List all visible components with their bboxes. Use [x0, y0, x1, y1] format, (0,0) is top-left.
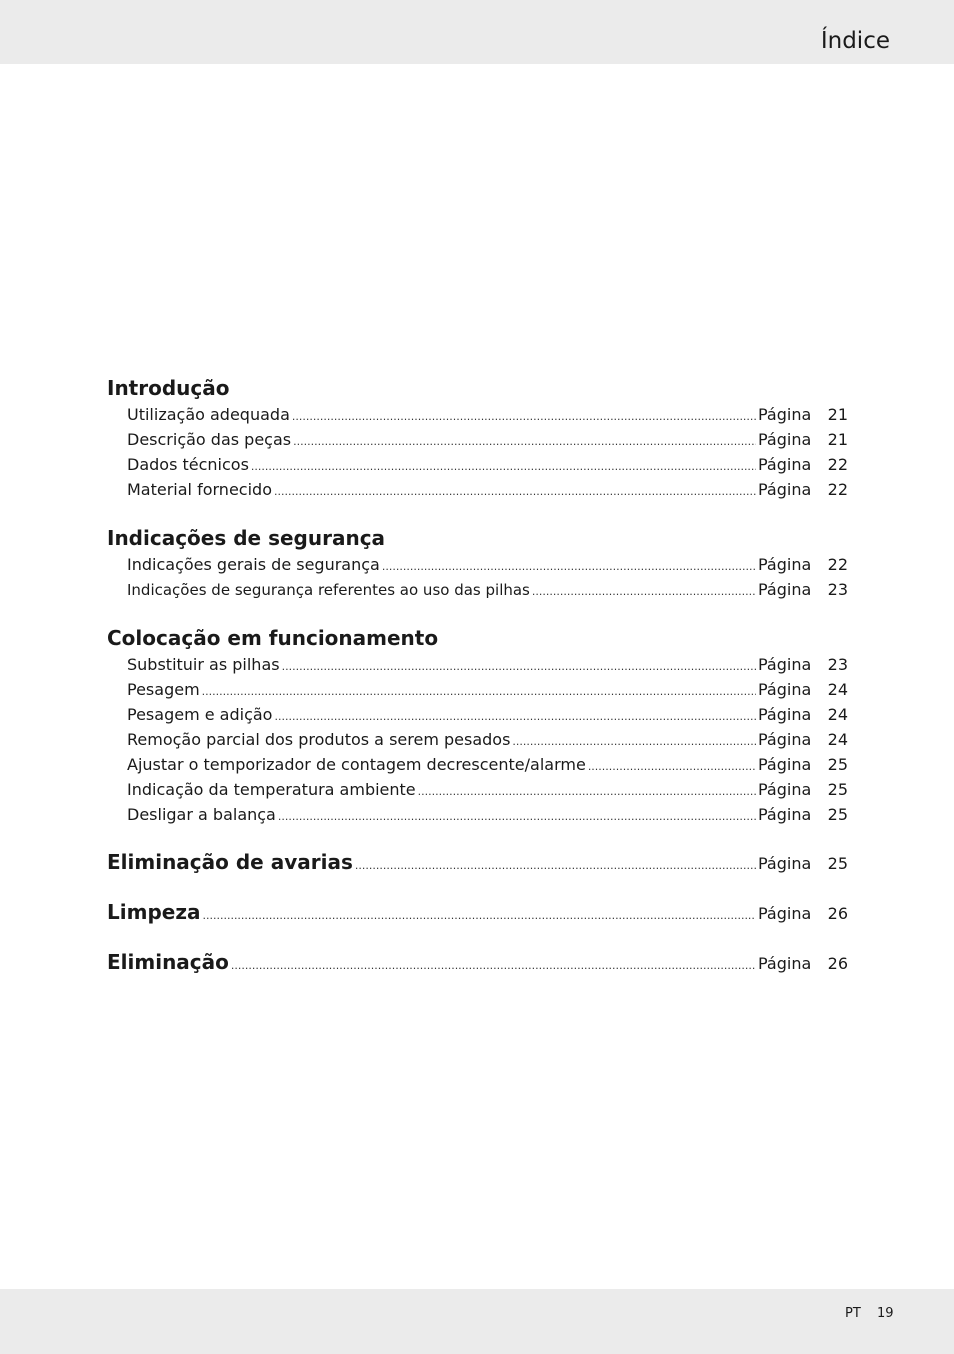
page-number: 24 — [827, 730, 848, 749]
dot-leader — [278, 804, 756, 829]
page-number: 21 — [827, 430, 848, 449]
toc-major-entry-limpeza[interactable] — [107, 897, 848, 927]
dot-leader — [274, 704, 756, 729]
page-number: 22 — [827, 480, 848, 499]
toc-entry-label: Indicações gerais de segurança — [127, 555, 380, 574]
dot-leader — [293, 429, 756, 454]
toc-major-label: Limpeza — [107, 900, 201, 924]
toc-entry-label: Pesagem — [127, 680, 200, 699]
page-word: Página — [758, 954, 812, 973]
page-number: 26 — [827, 904, 848, 923]
footer-page-number: 19 — [877, 1306, 894, 1321]
toc-entry[interactable] — [107, 427, 848, 452]
page-word: Página — [758, 555, 812, 574]
toc-major-label: Eliminação — [107, 950, 229, 974]
page-number: 26 — [827, 954, 848, 973]
dot-leader — [382, 554, 756, 579]
page-number: 22 — [827, 455, 848, 474]
toc-entry-label: Descrição das peças — [127, 430, 292, 449]
page-number: 25 — [827, 854, 848, 873]
toc-major-label: Eliminação de avarias — [107, 850, 353, 874]
toc-entry[interactable] — [107, 402, 848, 427]
page-word: Página — [758, 430, 812, 449]
dot-leader — [588, 754, 756, 779]
dot-leader — [532, 579, 756, 604]
footer-language-code: PT — [845, 1306, 861, 1321]
toc-major-entry-avarias[interactable] — [107, 847, 848, 877]
section-gap — [107, 502, 848, 525]
section-gap — [107, 827, 848, 847]
dot-leader — [418, 779, 756, 804]
page-title: Índice — [820, 28, 890, 54]
page-number: 24 — [827, 705, 848, 724]
toc-entry-label: Dados técnicos — [127, 455, 249, 474]
toc-entry-label: Desligar a balança — [127, 805, 276, 824]
toc-entry[interactable] — [107, 752, 848, 777]
toc-entry[interactable] — [107, 777, 848, 802]
footer-bar — [0, 1289, 954, 1354]
toc-entry[interactable] — [107, 552, 848, 577]
page-number: 22 — [827, 555, 848, 574]
page-word: Página — [758, 455, 812, 474]
toc-entry-label: Material fornecido — [127, 480, 272, 499]
toc-major-entry-eliminacao[interactable] — [107, 947, 848, 977]
dot-leader — [202, 901, 756, 931]
toc-entry-label: Remoção parcial dos produtos a serem pesados — [127, 730, 511, 749]
page-word: Página — [758, 755, 812, 774]
page-word: Página — [758, 655, 812, 674]
table-of-contents — [107, 375, 848, 977]
toc-entry[interactable] — [107, 477, 848, 502]
dot-leader — [274, 479, 756, 504]
section-title-introducao: Introdução — [107, 376, 230, 400]
page-number: 24 — [827, 680, 848, 699]
dot-leader — [202, 679, 756, 704]
toc-entry[interactable] — [107, 452, 848, 477]
section-gap — [107, 602, 848, 625]
page-number: 25 — [827, 780, 848, 799]
page-word: Página — [758, 705, 812, 724]
dot-leader — [512, 729, 756, 754]
page-number: 25 — [827, 805, 848, 824]
page-word: Página — [758, 405, 812, 424]
page-number: 21 — [827, 405, 848, 424]
page-number: 23 — [827, 580, 848, 599]
page-word: Página — [758, 730, 812, 749]
dot-leader — [282, 654, 756, 679]
dot-leader — [355, 851, 756, 881]
toc-entry-label: Indicações de segurança referentes ao uso das pilhas — [127, 581, 530, 599]
toc-entry[interactable] — [107, 802, 848, 827]
toc-entry-label: Ajustar o temporizador de contagem decrescente/alarme — [127, 755, 586, 774]
page-word: Página — [758, 480, 812, 499]
page-number: 23 — [827, 655, 848, 674]
toc-entry-label: Utilização adequada — [127, 405, 290, 424]
toc-entry[interactable] — [107, 677, 848, 702]
page-word: Página — [758, 854, 812, 873]
page-number: 25 — [827, 755, 848, 774]
page-word: Página — [758, 680, 812, 699]
header-bar — [0, 0, 954, 64]
toc-entry-label: Substituir as pilhas — [127, 655, 280, 674]
dot-leader — [292, 404, 756, 429]
dot-leader — [251, 454, 756, 479]
page-word: Página — [758, 904, 812, 923]
toc-entry-label: Indicação da temperatura ambiente — [127, 780, 416, 799]
toc-entry[interactable] — [107, 652, 848, 677]
toc-entry[interactable] — [107, 577, 848, 602]
toc-entry[interactable] — [107, 727, 848, 752]
toc-entry-label: Pesagem e adição — [127, 705, 273, 724]
section-title-seguranca: Indicações de segurança — [107, 526, 386, 550]
page-word: Página — [758, 580, 812, 599]
section-title-funcionamento: Colocação em funcionamento — [107, 626, 439, 650]
page-word: Página — [758, 780, 812, 799]
toc-entry[interactable] — [107, 702, 848, 727]
page-word: Página — [758, 805, 812, 824]
dot-leader — [231, 951, 756, 981]
